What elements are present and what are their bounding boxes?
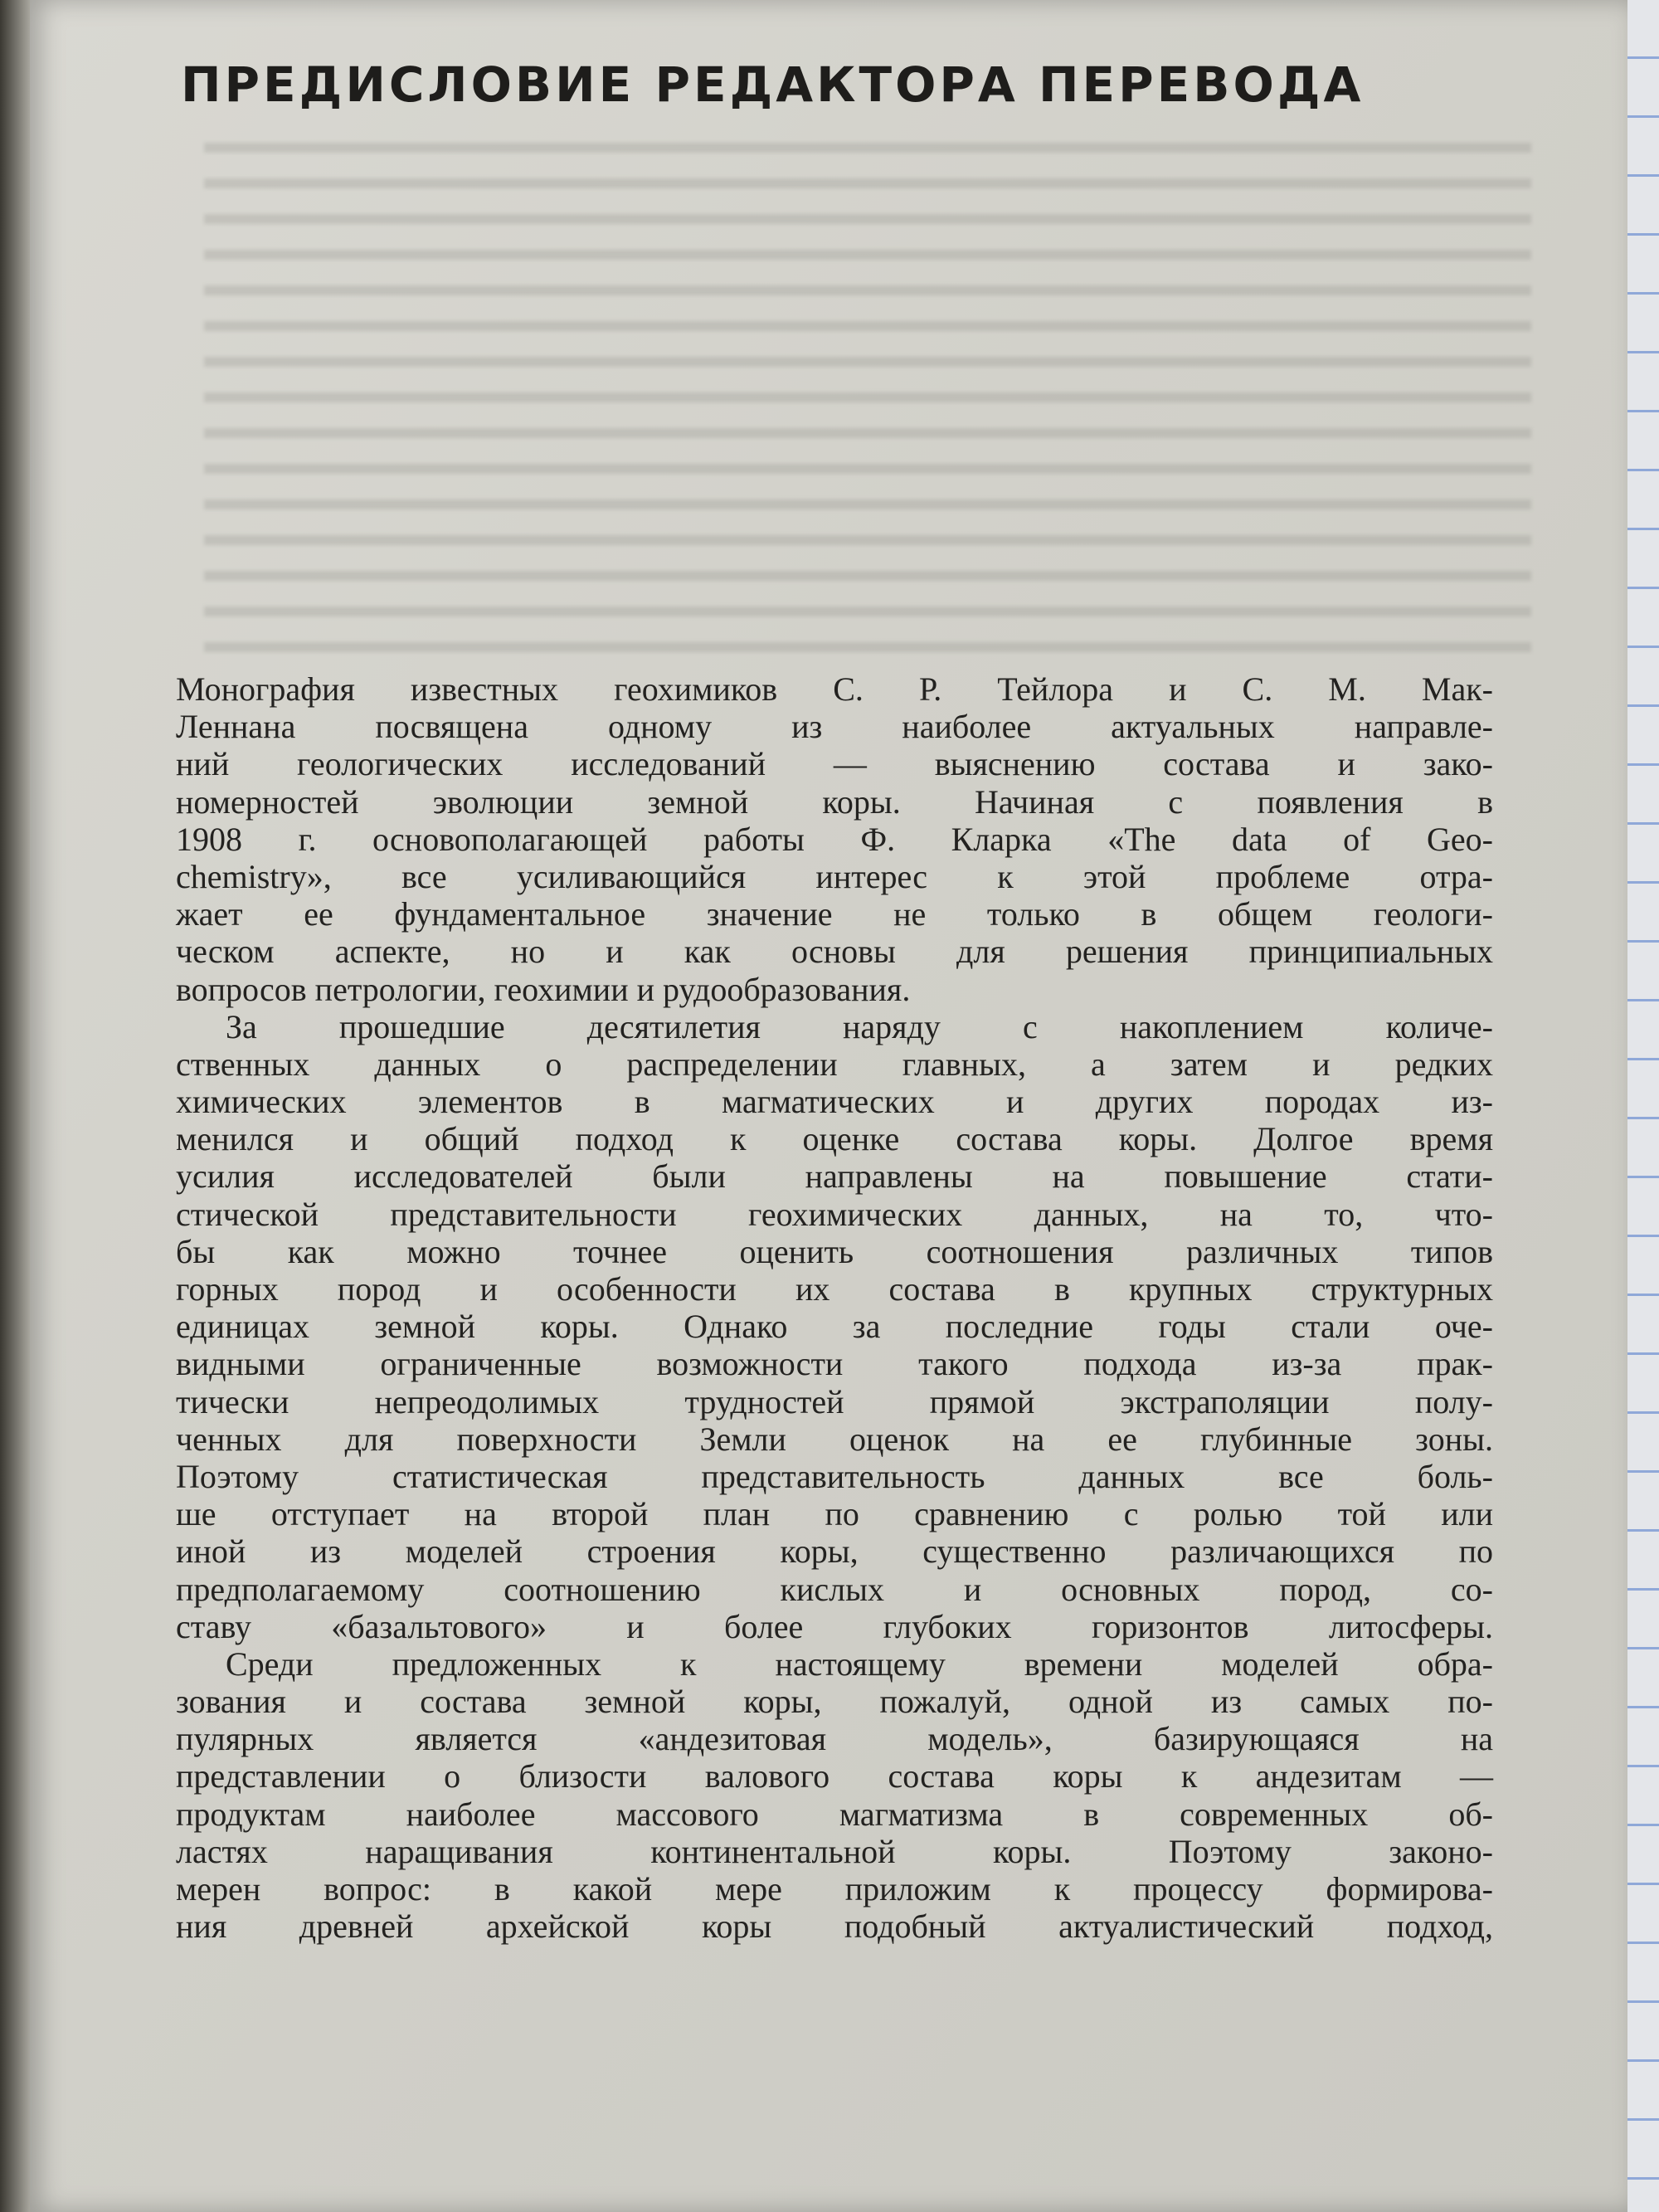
text-line: номерностей эволюции земной коры. Начиная с появления в	[176, 782, 1493, 821]
text-line: единицах земной коры. Однако за последние годы стали оче-	[176, 1308, 1493, 1346]
text-line: Поэтому статистическая представительность данных все боль-	[176, 1457, 1493, 1495]
text-line: предполагаемому соотношению кислых и основных пород, со-	[176, 1570, 1493, 1608]
text-line: пулярных является «андезитовая модель», базирующаяся на	[176, 1720, 1493, 1758]
text-line: химических элементов в магматических и других породах из-	[176, 1083, 1493, 1121]
text-line: ний геологических исследований — выяснению состава и зако-	[176, 745, 1493, 783]
text-line: жает ее фундаментальное значение не только в общем геологи-	[176, 895, 1493, 933]
text-line: продуктам наиболее массового магматизма в современных об-	[176, 1795, 1493, 1833]
text-line: иной из моделей строения коры, существенно различающихся по	[176, 1532, 1493, 1571]
text-line: видными ограниченные возможности такого подхода из-за прак-	[176, 1345, 1493, 1383]
text-line: менился и общий подход к оценке состава коры. Долгое время	[176, 1120, 1493, 1158]
text-line: усилия исследователей были направлены на повышение стати-	[176, 1157, 1493, 1196]
paragraph-first-line: За прошедшие десятилетия наряду с накоплением количе-	[226, 1007, 1493, 1045]
text-line: представлении о близости валового состава коры к андезитам —	[176, 1757, 1493, 1795]
reverse-side-show-through	[204, 124, 1531, 664]
text-line: ластях наращивания континентальной коры. Поэтому законо-	[176, 1832, 1493, 1870]
text-line: бы как можно точнее оценить соотношения различных типов	[176, 1232, 1493, 1270]
text-line: вопросов петрологии, геохимии и рудообразования.	[176, 970, 911, 1008]
text-line: стической представительности геохимических данных, на то, что-	[176, 1195, 1493, 1233]
text-line: Леннана посвящена одному из наиболее актуальных направле-	[176, 708, 1493, 746]
text-line: 1908 г. основополагающей работы Ф. Кларка «The data of Geo-	[176, 820, 1493, 858]
text-line: мерен вопрос: в какой мере приложим к процессу формирова-	[176, 1870, 1493, 1907]
text-line: тически непреодолимых трудностей прямой экстраполяции полу-	[176, 1382, 1493, 1420]
text-line: ставу «базальтового» и более глубоких горизонтов литосферы.	[176, 1607, 1493, 1645]
text-line: ственных данных о распределении главных, а затем и редких	[176, 1045, 1493, 1083]
text-line: ческом аспекте, но и как основы для решения принципиальных	[176, 933, 1493, 971]
text-line: зования и состава земной коры, пожалуй, одной из самых по-	[176, 1683, 1493, 1721]
text-line: ше отступает на второй план по сравнению с ролью той или	[176, 1495, 1493, 1533]
book-gutter	[0, 0, 30, 2212]
text-line: Монография известных геохимиков С. Р. Тейлора и С. М. Мак-	[176, 670, 1493, 708]
text-line: ния древней архейской коры подобный актуалистический подход,	[176, 1907, 1493, 1946]
body-text	[176, 670, 1493, 1945]
notebook-paper-edge	[1627, 0, 1659, 2212]
paragraph-first-line: Среди предложенных к настоящему времени моделей обра-	[226, 1644, 1493, 1683]
text-line: горных пород и особенности их состава в крупных структурных	[176, 1270, 1493, 1308]
text-line: chemistry», все усиливающийся интерес к этой проблеме отра-	[176, 857, 1493, 895]
page-title: ПРЕДИСЛОВИЕ РЕДАКТОРА ПЕРЕВОДА	[181, 56, 1365, 113]
text-line: ченных для поверхности Земли оценок на ее глубинные зоны.	[176, 1420, 1493, 1458]
